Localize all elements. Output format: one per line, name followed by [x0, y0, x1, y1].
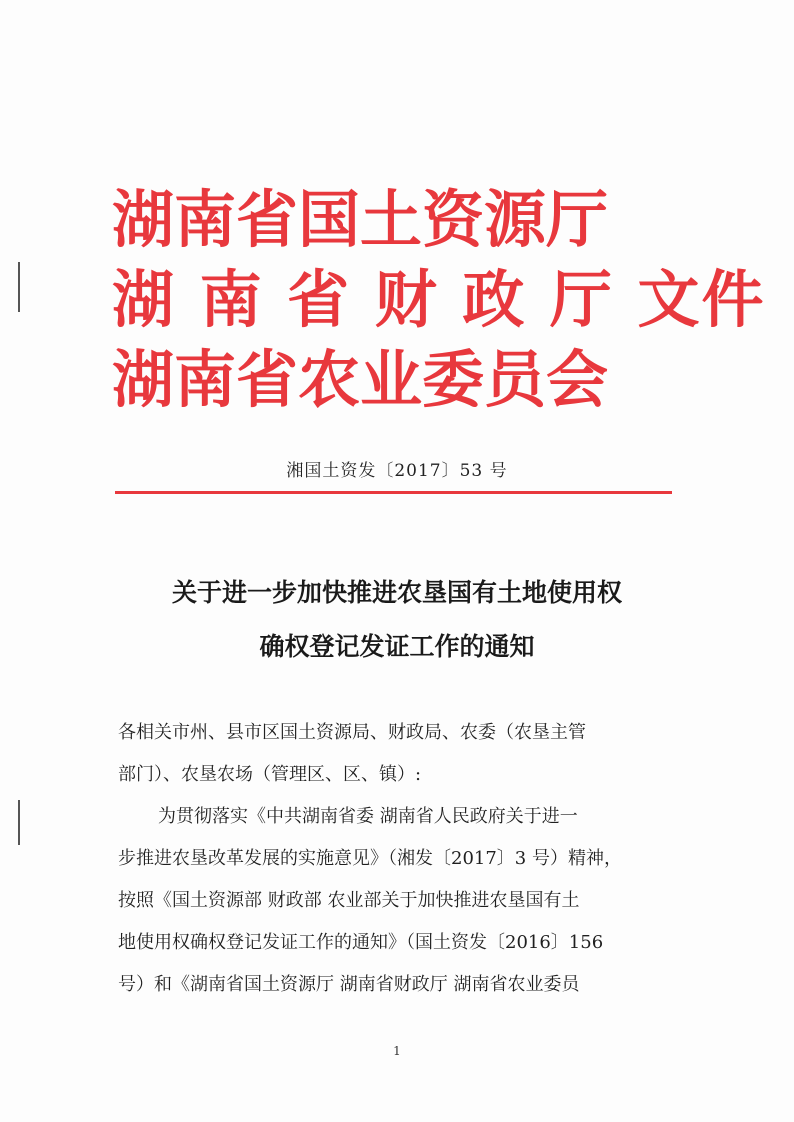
- document-number: 湘国土资发〔2017〕53 号: [286, 461, 508, 481]
- issuing-agencies-header: [112, 180, 766, 420]
- body-line: 各相关市州、县市区国土资源局、财政局、农委（农垦主管: [118, 722, 586, 743]
- document-title: [0, 566, 794, 674]
- body-line: 步推进农垦改革发展的实施意见》（湘发〔2017〕3 号）精神，: [118, 848, 622, 869]
- red-divider-line: [115, 491, 672, 494]
- title-line: 确权登记发证工作的通知: [259, 632, 535, 661]
- body-line: 地使用权确权登记发证工作的通知》（国土资发〔2016〕156: [118, 932, 604, 953]
- page-number: 1: [393, 1044, 401, 1058]
- binding-mark: [18, 262, 20, 312]
- agency-line: 湖南省国土资源厅: [112, 183, 609, 256]
- agency-line: 湖 南 省 财 政 厅 文件: [112, 263, 766, 336]
- body-line: 按照《国土资源部 财政部 农业部关于加快推进农垦国有土: [118, 890, 580, 911]
- agency-line: 湖南省农业委员会: [112, 343, 609, 416]
- document-body: [118, 712, 678, 1006]
- body-line: 为贯彻落实《中共湖南省委 湖南省人民政府关于进一: [158, 806, 578, 827]
- binding-mark: [18, 800, 20, 845]
- body-line: 部门）、农垦农场（管理区、区、镇）:: [118, 764, 422, 785]
- body-line: 号）和《湖南省国土资源厅 湖南省财政厅 湖南省农业委员: [118, 974, 580, 995]
- title-line: 关于进一步加快推进农垦国有土地使用权: [171, 578, 622, 607]
